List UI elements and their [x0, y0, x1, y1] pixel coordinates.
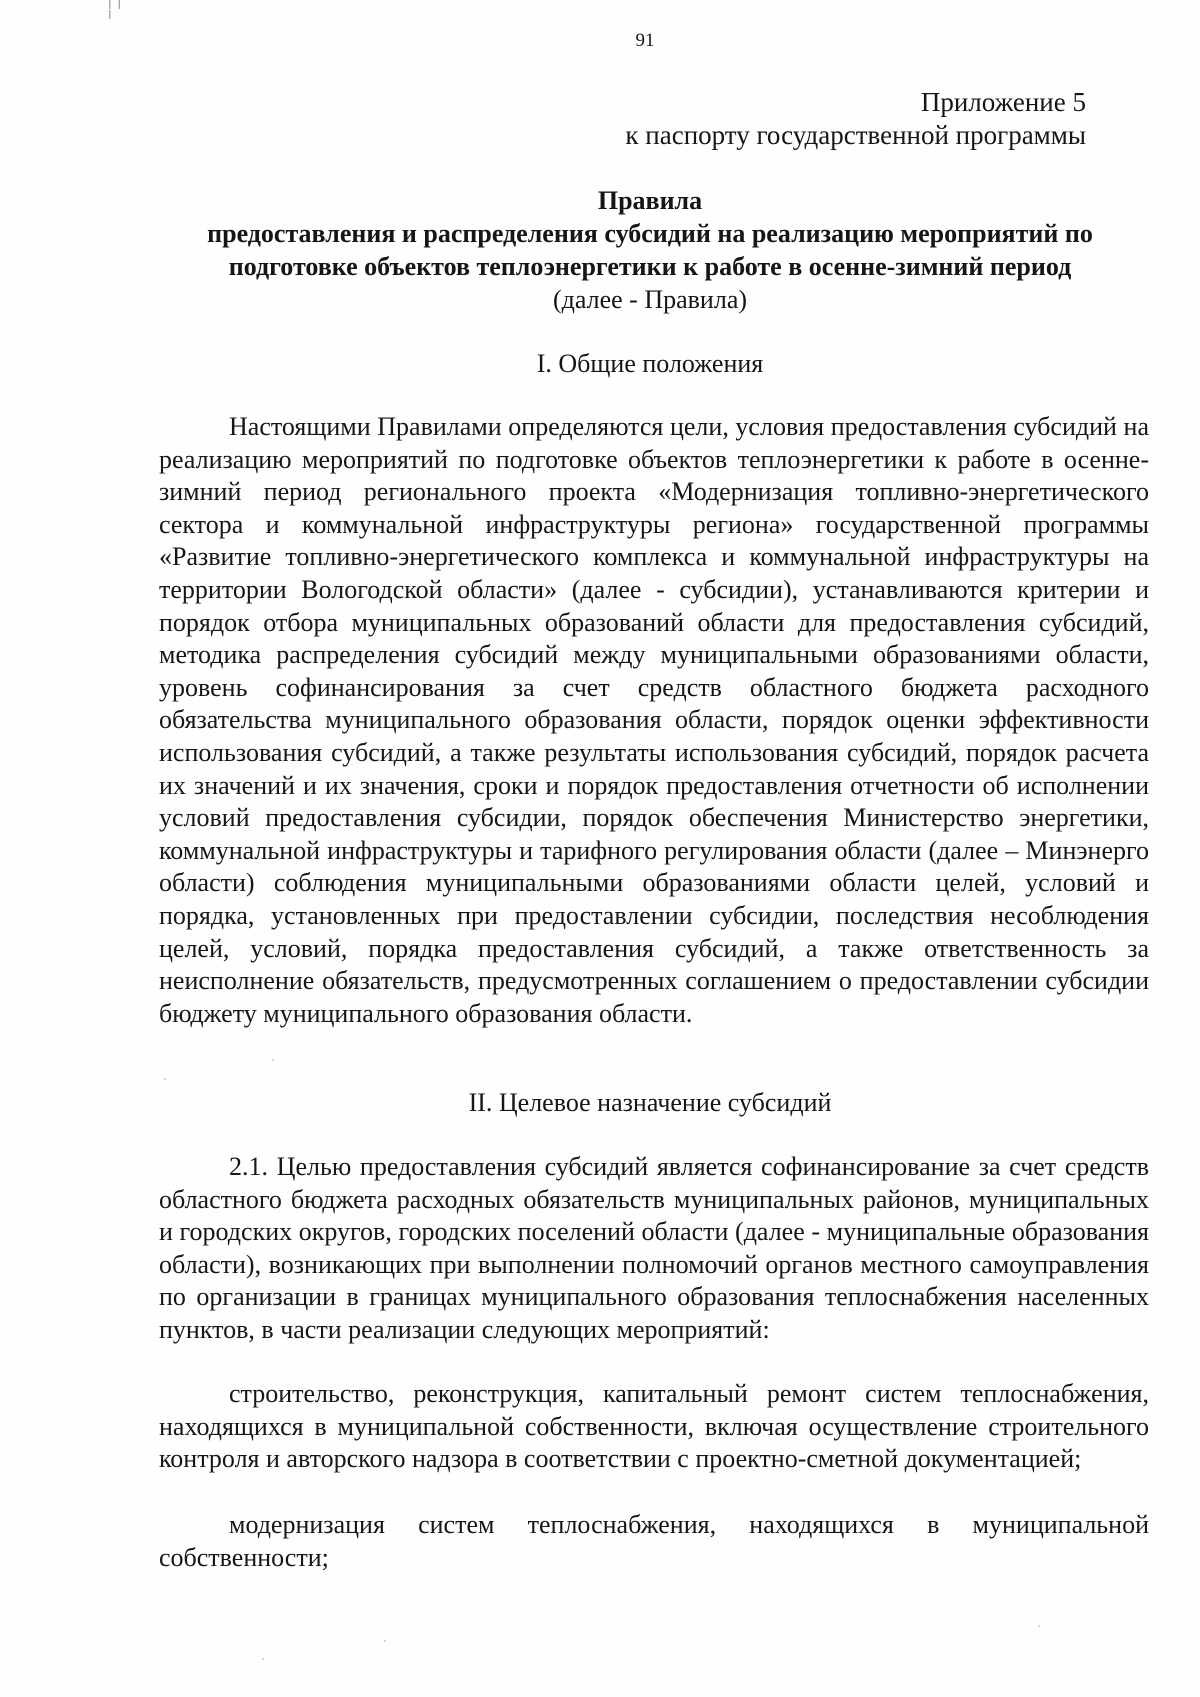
- section-2-list-item: модернизация систем теплоснабжения, находящихся в муниципальной собственности;: [159, 1510, 1149, 1572]
- section-heading-purpose-of-subsidies: II. Целевое назначение субсидий: [468, 1088, 832, 1117]
- scan-speck: [164, 1078, 166, 1080]
- section-heading-general-provisions: I. Общие положения: [536, 349, 764, 378]
- scan-speck: [1038, 1625, 1040, 1627]
- appendix-line-1: Приложение 5: [920, 87, 1086, 117]
- title-line-1: предоставления и распределения субсидий на реализацию мероприятий по: [207, 219, 1093, 248]
- section-1-paragraph: Настоящими Правилами определяются цели, условия предоставления субсидий на реализацию мероприятий по подготовке объектов теплоэнергетики к работе в осенне-зимний период регионального проекта «Модернизация топливно-энергетического сектора и коммунальной инфраструктуры региона» государственной программы «Развитие топливно-энергетического комплекса и коммунальной инфраструктуры на территории Вологодской области» (далее - субсидии), устанавливаются критерии и порядок отбора муниципальных образований области для предоставления субсидий, методика распределения субсидий между муниципальными образованиями области, уровень софинансирования за счет средств областного бюджета расходного обязательства муниципального образования области, порядок оценки эффективности использования субсидий, а также результаты использования субсидий, порядок расчета их значений и их значения, сроки и порядок предоставления отчетности об исполнении условий предоставления субсидии, порядок обеспечения Министерство энергетики, коммунальной инфраструктуры и тарифного регулирования области (далее – Минэнерго области) соблюдения муниципальными образованиями области целей, условий и порядка, установленных при предоставлении субсидии, последствия несоблюдения целей, условий, порядка предоставления субсидий, а также ответственность за неисполнение обязательств, предусмотренных соглашением о предоставлении субсидии бюджету муниципального образования области.: [159, 412, 1149, 1028]
- appendix-line-2: к паспорту государственной программы: [625, 120, 1086, 150]
- title-line-2: подготовке объектов теплоэнергетики к работе в осенне-зимний период: [228, 252, 1072, 281]
- section-2-list-item: строительство, реконструкция, капитальный ремонт систем теплоснабжения, находящихся в муниципальной собственности, включая осуществление строительного контроля и авторского надзора в соответствии с проектно-сметной документацией;: [159, 1379, 1149, 1474]
- appendix-reference: [625, 86, 1086, 152]
- scan-speck: [262, 1658, 264, 1660]
- scan-speck: [272, 1059, 274, 1061]
- scan-speck: [384, 1640, 386, 1642]
- scan-artifact-mark: II I: [108, 0, 128, 22]
- document-title: [140, 184, 1160, 316]
- section-2-paragraph-2-1: 2.1. Целью предоставления субсидий является софинансирование за счет средств областного бюджета расходных обязательств муниципальных районов, муниципальных и городских округов, городских поселений области (далее - муниципальные образования области), возникающих при выполнении полномочий органов местного самоуправления по организации в границах муниципального образования теплоснабжения населенных пунктов, в части реализации следующих мероприятий:: [159, 1152, 1149, 1344]
- page-number: 91: [635, 30, 655, 51]
- title-main: Правила: [597, 186, 703, 215]
- title-abbreviation: (далее - Правила): [552, 285, 748, 314]
